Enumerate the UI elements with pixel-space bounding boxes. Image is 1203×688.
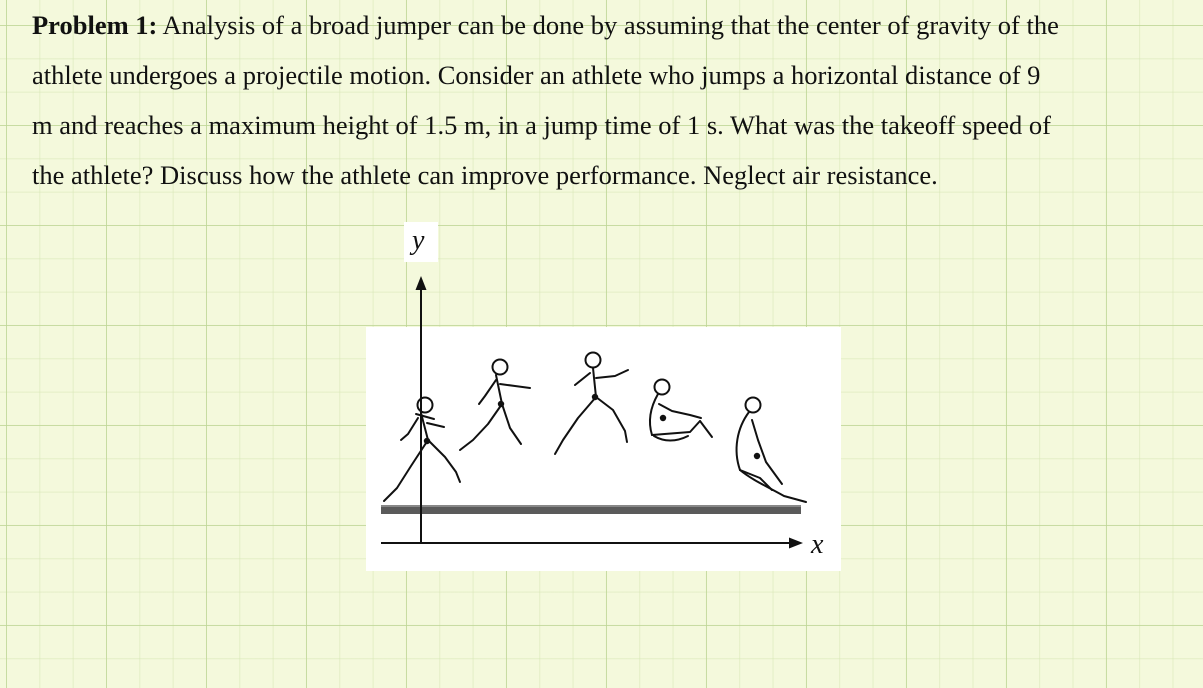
problem-line-1-text: Analysis of a broad jumper can be done by assuming that the center of gravity of the [157, 10, 1059, 40]
x-axis-label: x [811, 529, 824, 560]
problem-statement [32, 0, 1192, 200]
y-axis-label: y [412, 225, 425, 256]
problem-line-3: m and reaches a maximum height of 1.5 m, in a jump time of 1 s. What was the takeoff speed of [32, 110, 1052, 140]
problem-line-1 [32, 0, 1192, 50]
y-axis-arrowhead [416, 276, 427, 290]
problem-heading: Problem 1: [32, 10, 158, 40]
figure-panel [366, 327, 841, 571]
problem-line-4: the athlete? Discuss how the athlete can improve performance. Neglect air resistance. [32, 160, 938, 190]
problem-line-2: athlete undergoes a projectile motion. Consider an athlete who jumps a horizontal distance of 9 [32, 60, 1041, 90]
